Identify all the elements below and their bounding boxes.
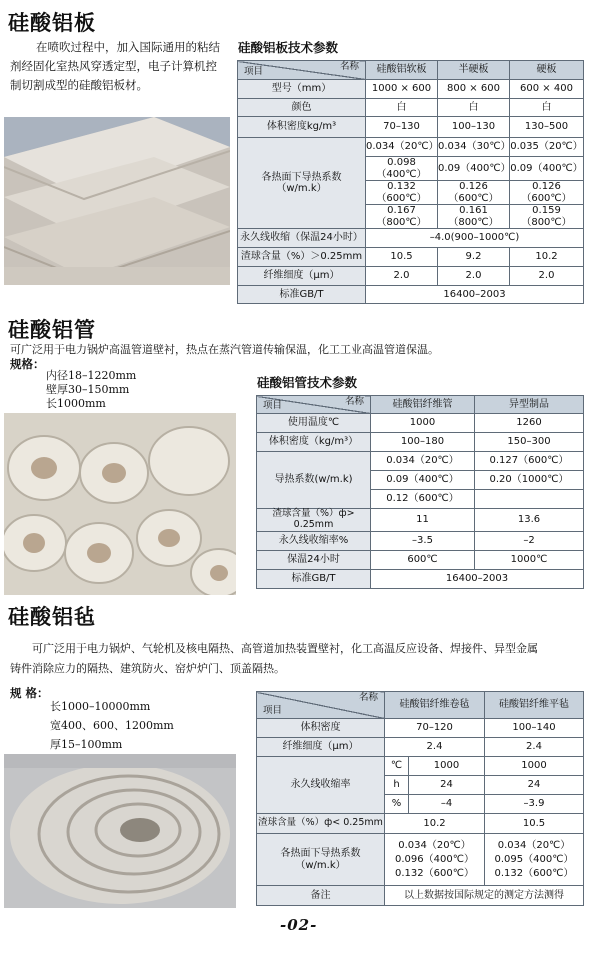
row-label: 纤维细度（μm）	[238, 267, 366, 286]
cell: 16400–2003	[371, 569, 584, 588]
section-title-board: 硅酸铝板	[8, 11, 96, 35]
row-label: 体积密度kg/m³	[238, 117, 366, 138]
cell: 0.12（600℃）	[371, 490, 475, 509]
cell: 0.034（20℃） 0.096（400℃） 0.132（600℃）	[385, 834, 485, 886]
cell: 0.126（600℃）	[510, 181, 584, 205]
cell: –4.0(900–1000℃)	[366, 229, 584, 248]
unit-cell: %	[385, 795, 409, 814]
felt-intro	[10, 639, 538, 679]
cell: 100–180	[371, 433, 475, 452]
felt-spec-table	[256, 691, 584, 906]
board-intro-line: 制切割成型的硅酸铝板材。	[10, 78, 148, 92]
cell: 11	[371, 509, 475, 532]
row-label: 颜色	[238, 99, 366, 117]
cell: 150–300	[475, 433, 584, 452]
table-corner: 名称 项目	[238, 61, 366, 80]
cell: 2.0	[438, 267, 510, 286]
cell: 0.034（20℃）	[366, 138, 438, 157]
col-header: 硅酸铝纤维管	[371, 396, 475, 414]
board-photo	[4, 117, 230, 285]
col-header: 硅酸铝纤维平毡	[485, 692, 584, 719]
cell: 白	[366, 99, 438, 117]
col-header: 半硬板	[438, 61, 510, 80]
cell: 70–130	[366, 117, 438, 138]
cell: –2	[475, 531, 584, 550]
cell: 2.0	[510, 267, 584, 286]
felt-specs	[50, 697, 174, 754]
col-header: 硅酸铝纤维卷毡	[385, 692, 485, 719]
cell: 0.034（20℃）	[371, 452, 475, 471]
felt-photo	[4, 754, 236, 908]
spec-line: 长1000mm	[46, 397, 106, 410]
cell: 2.0	[366, 267, 438, 286]
row-label: 体积密度（kg/m³）	[257, 433, 371, 452]
felt-intro-line: 铸件消除应力的隔热、建筑防火、窑炉炉门、顶盖隔热。	[10, 662, 285, 675]
row-label: 渣球含量（%）＞0.25mm	[238, 248, 366, 267]
cell: 10.2	[385, 814, 485, 834]
row-label: 各热面下导热系数（w/m.k）	[238, 138, 366, 229]
row-label: 型号（mm）	[238, 80, 366, 99]
row-label: 永久线收缩率%	[257, 531, 371, 550]
cell: 0.034（30℃）	[438, 138, 510, 157]
section-title-pipe: 硅酸铝管	[8, 318, 96, 342]
unit-cell: ℃	[385, 757, 409, 776]
col-header: 硬板	[510, 61, 584, 80]
cell: 2.4	[485, 738, 584, 757]
table-corner: 名称 项目	[257, 692, 385, 719]
row-label: 体积密度	[257, 719, 385, 738]
row-label: 纤维细度（μm）	[257, 738, 385, 757]
pipe-intro: 可广泛用于电力锅炉高温管道壁衬，热点在蒸汽管道传输保温，化工工业高温管道保温。	[10, 343, 439, 356]
row-label: 渣球含量（%）ф< 0.25mm	[257, 814, 385, 834]
cell: 1000℃	[475, 550, 584, 569]
cell: 0.035（20℃）	[510, 138, 584, 157]
cell: 10.5	[485, 814, 584, 834]
cell: 0.098（400℃）	[366, 157, 438, 181]
spec-line: 宽400、600、1200mm	[50, 719, 174, 732]
cell: 0.132（600℃）	[366, 181, 438, 205]
cell: 0.126（600℃）	[438, 181, 510, 205]
section-title-felt: 硅酸铝毡	[8, 605, 96, 629]
cell: 24	[409, 776, 485, 795]
cell: 0.167（800℃）	[366, 205, 438, 229]
row-label: 导热系数(w/m.k)	[257, 452, 371, 509]
cell: 白	[438, 99, 510, 117]
row-label: 永久线收缩（保温24小时）	[238, 229, 366, 248]
cell: 1000 × 600	[366, 80, 438, 99]
pipe-spec-table	[256, 395, 584, 589]
cell: 100–130	[438, 117, 510, 138]
row-label: 标准GB/T	[238, 286, 366, 304]
row-label: 保温24小时	[257, 550, 371, 569]
spec-line: 厚15–100mm	[50, 738, 123, 751]
cell: 0.161（800℃）	[438, 205, 510, 229]
board-intro-line: 在喷吹过程中，加入国际通用的粘结	[36, 40, 220, 54]
felt-intro-line: 可广泛用于电力锅炉、气轮机及核电隔热、高管道加热装置壁衬，化工高温反应设备、焊接件、异型金属	[32, 642, 538, 655]
pipe-table-title: 硅酸铝管技术参数	[257, 375, 358, 390]
cell: 9.2	[438, 248, 510, 267]
cell: 70–120	[385, 719, 485, 738]
row-label: 标准GB/T	[257, 569, 371, 588]
pipe-specs	[46, 369, 136, 411]
cell: 2.4	[385, 738, 485, 757]
row-label: 使用温度℃	[257, 414, 371, 433]
cell: 白	[510, 99, 584, 117]
cell: 600℃	[371, 550, 475, 569]
row-label: 渣球含量（%）ф> 0.25mm	[257, 509, 371, 532]
unit-cell: h	[385, 776, 409, 795]
cell: –4	[409, 795, 485, 814]
cell: 24	[485, 776, 584, 795]
spec-line: 壁厚30–150mm	[46, 383, 130, 396]
cell	[475, 490, 584, 509]
cell: 600 × 400	[510, 80, 584, 99]
table-corner: 名称 项目	[257, 396, 371, 414]
felt-spec-label: 规 格：	[10, 686, 49, 700]
col-header: 硅酸铝软板	[366, 61, 438, 80]
cell: 100–140	[485, 719, 584, 738]
cell: 1000	[371, 414, 475, 433]
board-intro	[10, 38, 230, 95]
cell: 0.159（800℃）	[510, 205, 584, 229]
cell: –3.5	[371, 531, 475, 550]
cell: 0.09（400℃）	[371, 471, 475, 490]
board-intro-line: 剂经固化室热风穿透定型，电子计算机控	[10, 59, 217, 73]
cell: 以上数据按国际规定的测定方法测得	[385, 886, 584, 906]
row-label: 备注	[257, 886, 385, 906]
row-label: 各热面下导热系数（w/m.k）	[257, 834, 385, 886]
cell: 800 × 600	[438, 80, 510, 99]
cell: 16400–2003	[366, 286, 584, 304]
spec-line: 长1000–10000mm	[50, 700, 151, 713]
cell: 130–500	[510, 117, 584, 138]
cell: 13.6	[475, 509, 584, 532]
spec-line: 内径18–1220mm	[46, 369, 137, 382]
cell: –3.9	[485, 795, 584, 814]
cell: 0.09（400℃）	[438, 157, 510, 181]
pipe-spec-label: 规格：	[10, 357, 45, 371]
pipe-photo	[4, 413, 236, 595]
cell: 0.127（600℃）	[475, 452, 584, 471]
board-table-title: 硅酸铝板技术参数	[238, 40, 339, 55]
cell: 10.5	[366, 248, 438, 267]
cell: 1000	[409, 757, 485, 776]
cell: 0.09（400℃）	[510, 157, 584, 181]
col-header: 异型制品	[475, 396, 584, 414]
cell: 10.2	[510, 248, 584, 267]
board-spec-table	[237, 60, 584, 304]
row-label: 永久线收缩率	[257, 757, 385, 814]
cell: 1260	[475, 414, 584, 433]
cell: 1000	[485, 757, 584, 776]
page-number: -02-	[280, 916, 318, 934]
cell: 0.034（20℃） 0.095（400℃） 0.132（600℃）	[485, 834, 584, 886]
cell: 0.20（1000℃）	[475, 471, 584, 490]
